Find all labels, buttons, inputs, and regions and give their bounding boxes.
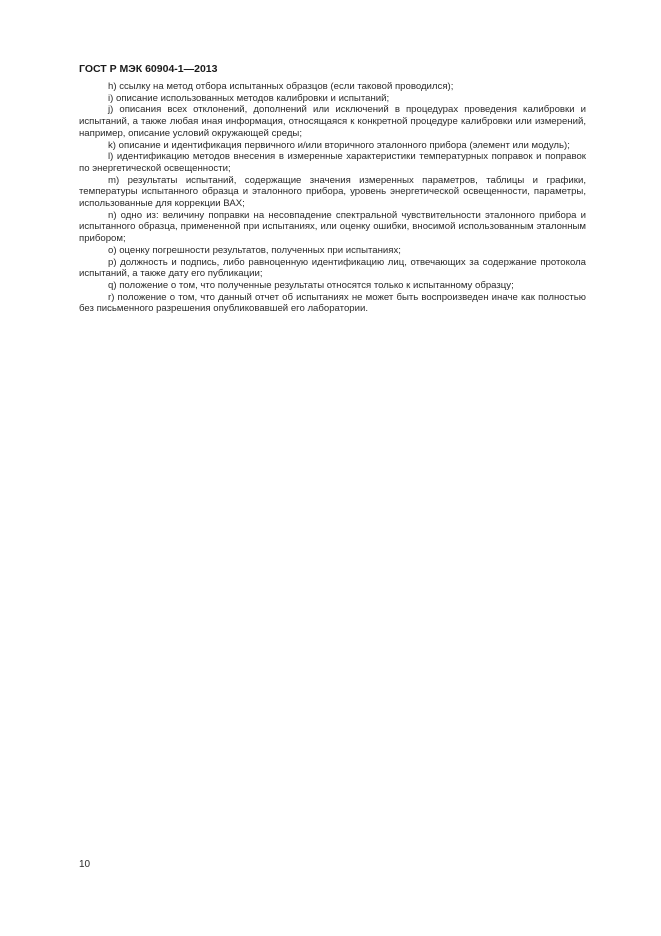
list-item-l: l) идентификацию методов внесения в измеренные характеристики температурных поправок и поправок по энергетической освещенности;	[79, 151, 586, 174]
list-item-j: j) описания всех отклонений, дополнений или исключений в процедурах проведения калибровки и испытаний, а также любая иная информация, относящаяся к конкретной процедуре калибровки или измерений, например, описание условий окружающей среды;	[79, 104, 586, 139]
list-item-q: q) положение о том, что полученные результаты относятся только к испытанному образцу;	[108, 279, 514, 291]
list-item-k: k) описание и идентификация первичного и/или вторичного эталонного прибора (элемент или модуль);	[108, 139, 570, 151]
page-number: 10	[79, 859, 91, 870]
report-requirements-list	[79, 81, 586, 315]
list-item-p: p) должность и подпись, либо равноценную идентификацию лиц, отвечающих за содержание протокола испытаний, а также дату его публикации;	[79, 256, 586, 280]
list-item-n: n) одно из: величину поправки на несовпадение спектральной чувствительности эталонного прибора и испытанного образца, примененной при испытаниях, или оценку ошибки, вносимой использованным эталонным прибором;	[79, 209, 586, 245]
list-item-m: m) результаты испытаний, содержащие значения измеренных параметров, таблицы и графики, температуры испытанного образца и эталонного прибора, уровень энергетической освещенности, параметры, использованные для коррекции ВАХ;	[79, 174, 586, 210]
list-item-i: i) описание использованных методов калибровки и испытаний;	[108, 92, 390, 104]
list-item-r: r) положение о том, что данный отчет об испытаниях не может быть воспроизведен иначе как полностью без письменного разрешения опубликовавшей его лаборатории.	[79, 291, 586, 315]
standard-header: ГОСТ Р МЭК 60904-1—2013	[79, 63, 218, 75]
list-item-h: h) ссылку на метод отбора испытанных образцов (если таковой проводился);	[108, 81, 454, 92]
list-item-o: o) оценку погрешности результатов, полученных при испытаниях;	[108, 244, 401, 256]
